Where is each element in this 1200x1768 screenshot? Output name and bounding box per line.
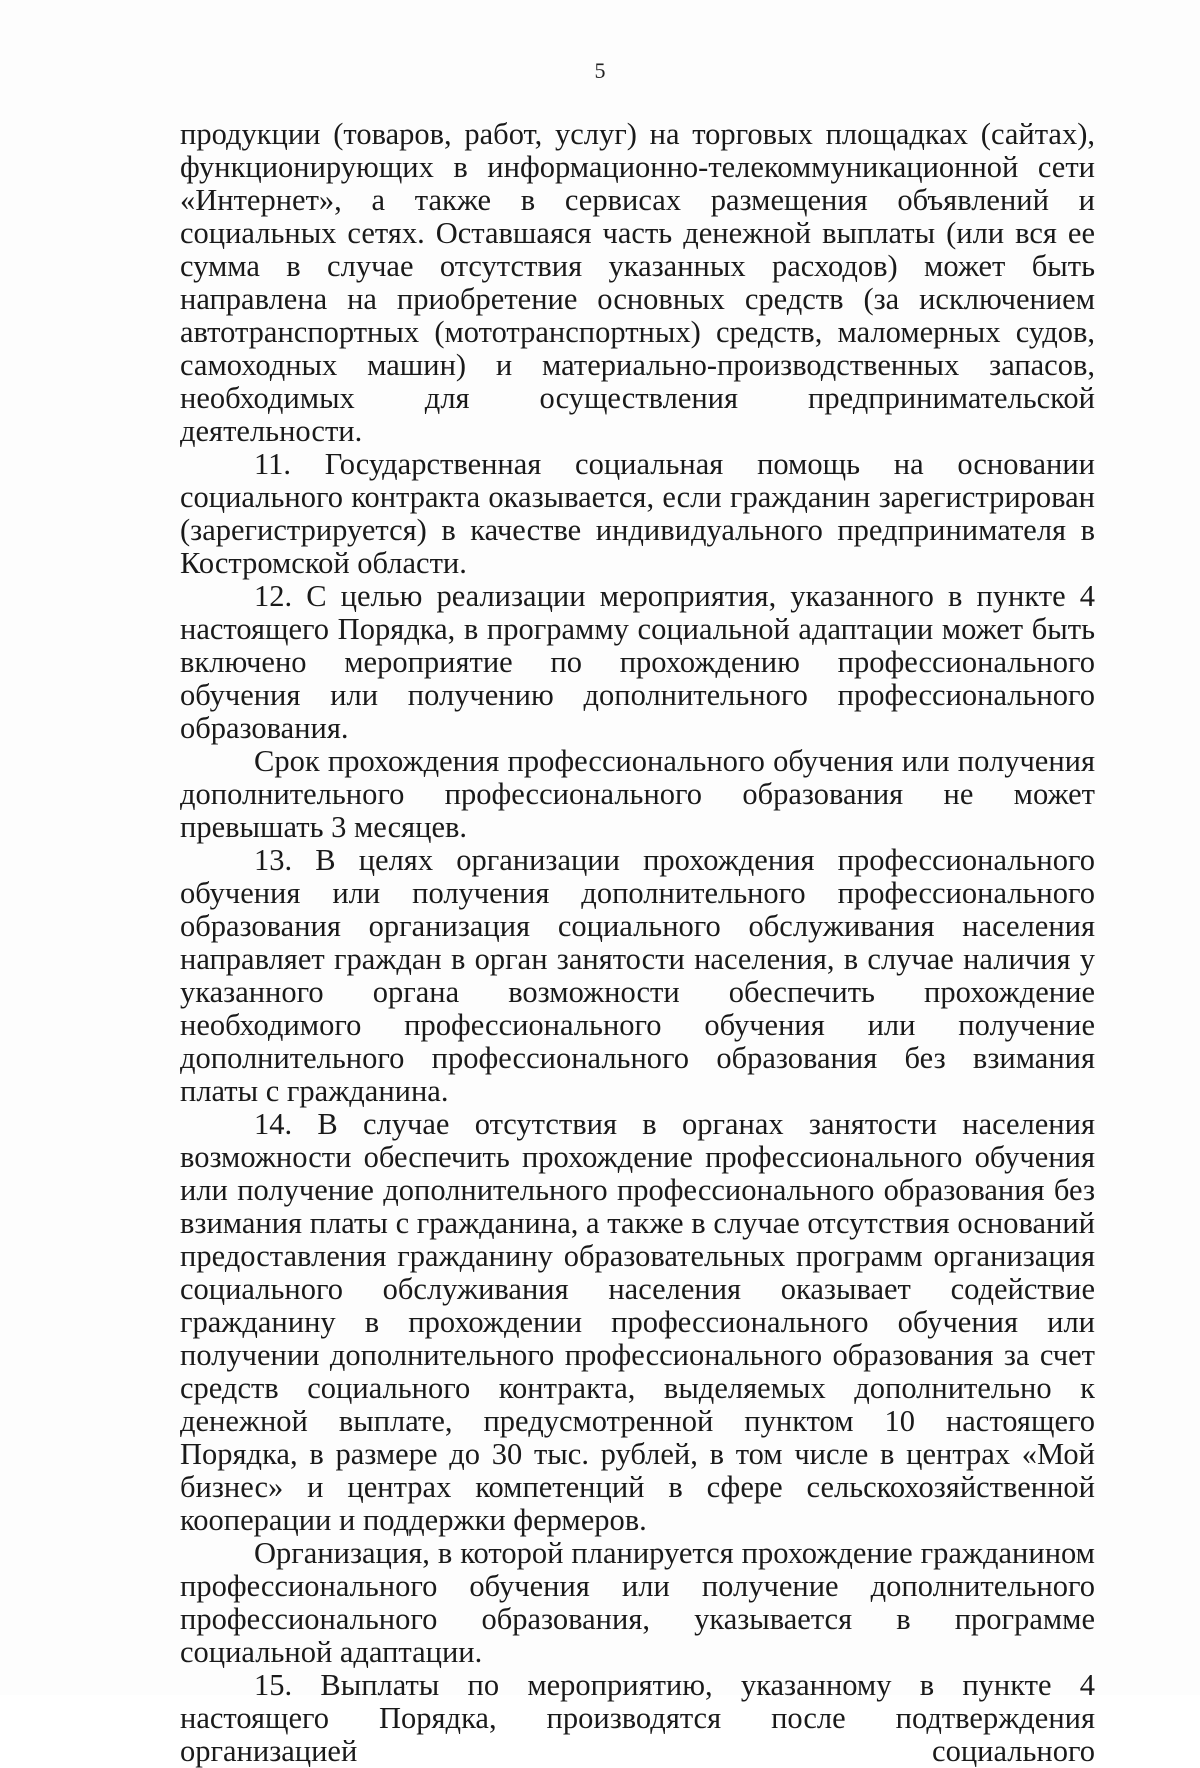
paragraph-13: 13. В целях организации прохождения профессионального обучения или получения дополнительного профессионального образования организация социального обслуживания населения направляет граждан в орган занятости населения, в случае наличия у указанного органа возможности обеспечить прохождение необходимого профессионального обучения или получение дополнительного профессионального образования без взимания платы с гражданина. [180,843,1095,1108]
document-body [180,118,1095,1768]
paragraph-14: 14. В случае отсутствия в органах занятости населения возможности обеспечить прохождение профессионального обучения или получение дополнительного профессионального образования без взимания платы с гражданина, а также в случае отсутствия оснований предоставления гражданину образовательных программ организация социального обслуживания населения оказывает содействие гражданину в прохождении профессионального обучения или получении дополнительного профессионального образования за счет средств социального контракта, выделяемых дополнительно к денежной выплате, предусмотренной пунктом 10 настоящего Порядка, в размере до 30 тыс. рублей, в том числе в центрах «Мой бизнес» и центрах компетенций в сфере сельскохозяйственной кооперации и поддержки фермеров. [180,1107,1095,1537]
paragraph-continuation: продукции (товаров, работ, услуг) на торговых площадках (сайтах), функционирующих в информационно-телекоммуникационной сети «Интернет», а также в сервисах размещения объявлений и социальных сетях. Оставшаяся часть денежной выплаты (или вся ее сумма в случае отсутствия указанных расходов) может быть направлена на приобретение основных средств (за исключением автотранспортных (мототранспортных) средств, маломерных судов, самоходных машин) и материально-производственных запасов, необходимых для осуществления предпринимательской деятельности. [180,117,1095,448]
paragraph-11: 11. Государственная социальная помощь на основании социального контракта оказывается, если гражданин зарегистрирован (зарегистрируется) в качестве индивидуального предпринимателя в Костромской области. [180,447,1095,580]
paragraph-15: 15. Выплаты по мероприятию, указанному в пункте 4 настоящего Порядка, производятся после подтверждения организацией социального [180,1668,1095,1768]
paragraph-12: 12. С целью реализации мероприятия, указанного в пункте 4 настоящего Порядка, в программу социальной адаптации может быть включено мероприятие по прохождению профессионального обучения или получению дополнительного профессионального образования. [180,579,1095,745]
paragraph-14-organization: Организация, в которой планируется прохождение гражданином профессионального обучения или получение дополнительного профессионального образования, указывается в программе социальной адаптации. [180,1536,1095,1669]
paragraph-12-term: Срок прохождения профессионального обучения или получения дополнительного профессионального образования не может превышать 3 месяцев. [180,744,1095,844]
page-number: 5 [594,58,606,83]
